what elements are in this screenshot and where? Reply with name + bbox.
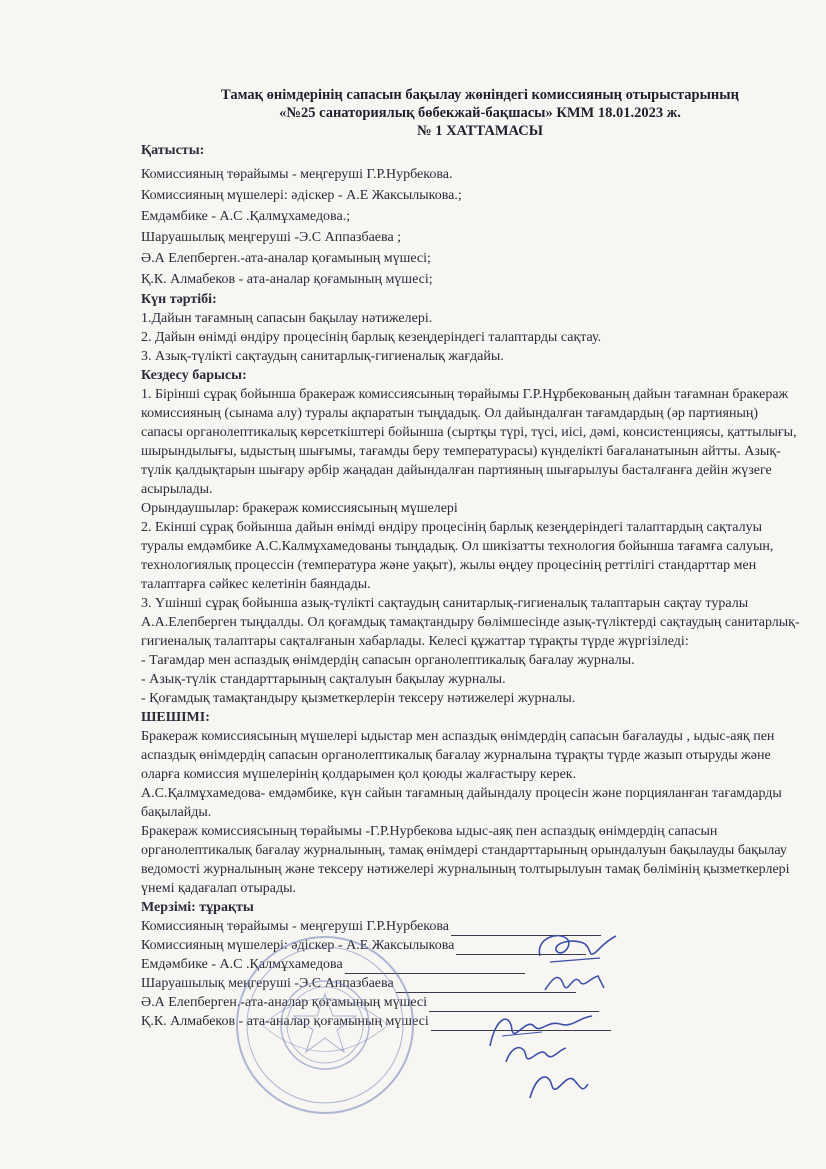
attendee-line: Қ.К. Алмабеков - ата-аналар қоғамының мүшесі; (141, 272, 433, 287)
proceedings-paragraph: 2. Екінші сұрақ бойынша дайын өнімді өндіру процесінің барлық кезеңдеріндегі талаптардың сақталуы туралы емдәмбике А.С.Калмұхамедованы тыңдадық. Ол шикізатты технология бойынша тағамға салуын, технологиялық процессін (температура және уақыт), жылы өңдеу процесінің реттілігі стандарттар мен талаптарға сәйкес келетінін баяндады. (141, 520, 774, 592)
proceedings-paragraph: 3. Үшінші сұрақ бойынша азық-түлікті сақтаудың санитарлық-гигиеналық талаптарын сақтау туралы А.А.Елепберген тыңдалды. Ол қоғамдық тамақтандыру бөлімшесінде азық-түліктерді сақтаудың санитарлық-гигиеналық талаптары сақталғанын хабарлады. Келесі құжаттар тұрақты түрде жүргізіледі: (141, 596, 800, 649)
signature-blank (451, 921, 601, 936)
header-title-line1: Тамақ өнімдерінің сапасын бақылау жөніндегі комиссияның отырыстарының (221, 87, 739, 103)
header-title-line2: «№25 санаториялық бөбекжай-бақшасы» КММ 18.01.2023 ж. (279, 105, 681, 121)
document-list-item: - Азық-түлік стандарттарының сақталуын бақылау журналы. (141, 672, 506, 687)
proceedings-heading: Кездесу барысы: (141, 368, 247, 383)
agenda-item: 2. Дайын өнімді өндіру процесінің барлық кезеңдеріндегі талаптарды сақтау. (141, 330, 602, 345)
proceedings-paragraph: Орындаушылар: бракераж комиссиясының мүшелері (141, 501, 458, 516)
signatory-name: Шаруашылық меңгеруші -Э.С Аппазбаева (141, 976, 394, 991)
signature-5 (522, 1066, 592, 1104)
decision-paragraph: Бракераж комиссиясының мүшелері ыдыстар мен аспаздық өнімдердің сапасын бағалауды , ыдыс-аяқ пен аспаздық өнімдердің сапасын органолептикалық бағалау журналына тұрақты түрде жазып отыруды және оларға комиссия мүшелерінің қолдарымен қол қоюды жалғастыру керек. (141, 729, 775, 782)
decision-heading: ШЕШІМІ: (141, 710, 210, 725)
document-list-item: - Қоғамдық тамақтандыру қызметкерлерін тексеру нәтижелері журналы. (141, 691, 576, 706)
signature-line (141, 917, 801, 936)
agenda-item: 1.Дайын тағамның сапасын бақылау нәтижелері. (141, 311, 433, 326)
document-header (120, 86, 826, 140)
document-list-item: - Тағамдар мен аспаздық өнімдердің сапасын органолептикалық бағалау журналы. (141, 653, 635, 668)
signature-4 (500, 1038, 570, 1070)
document-body (141, 141, 801, 1031)
signature-blank (396, 978, 576, 993)
signatory-name: Комиссияның мүшелері: әдіскер - А.Е Жаксылыкова (141, 938, 455, 953)
proceedings-paragraph: 1. Бірінші сұрақ бойынша бракераж комиссиясының төрайымы Г.Р.Нұрбекованың дайын тағамнан бракераж комиссияның (сынама алу) туралы ақпаратын тыңдадық. Ол дайындалған тағамдардың (әр партияның) сапасы органолептикалық көрсеткіштері бойынша (сыртқы түрі, түсі, иісі, дәмі, консистенциясы, қаттылығы, шырындылығы, ыдыстың шығымы, тағамды беру температурасы) күнделікті бағаланатынын айтты. Азық-түлік қалдықтарын шығару әрбір жаңадан дайындалған партияның шығарылуы басталғанға дейін жүзеге асырылады. (141, 387, 797, 497)
signature-line (141, 936, 801, 955)
signature-blank (456, 940, 586, 955)
signature-blank (431, 1016, 611, 1031)
signatory-name: Ә.А Елепберген.-ата-аналар қоғамының мүшесі (141, 995, 428, 1010)
attendee-line: Комиссияның мүшелері: әдіскер - А.Е Жаксылыкова.; (141, 188, 462, 203)
decision-paragraph: Бракераж комиссиясының төрайымы -Г.Р.Нурбекова ыдыс-аяқ пен аспаздық өнімдердің сапасын органолептикалық бағалау журналының, тамақ өнімдері стандарттарының орындалуын бақылауды бақылау ведомості журналының және тексеру нәтижелері журналының толтырылуын тамақ бөлімінің қызметкерлері үнемі қадағалап отырады. (141, 824, 790, 896)
signature-line (141, 974, 801, 993)
term-heading: Мерзімі: тұрақты (141, 900, 254, 915)
attendee-line: Ә.А Елепберген.-ата-аналар қоғамының мүшесі; (141, 251, 431, 266)
attendee-line: Емдәмбике - А.С .Қалмұхамедова.; (141, 209, 351, 224)
signature-line (141, 1012, 801, 1031)
attendee-line: Шаруашылық меңгеруші -Э.С Аппазбаева ; (141, 230, 402, 245)
signature-blank (345, 959, 525, 974)
header-protocol-number: № 1 ХАТТАМАСЫ (417, 123, 543, 139)
attendance-heading: Қатысты: (141, 143, 205, 158)
signature-line (141, 993, 801, 1012)
signatory-name: Комиссияның төрайымы - меңгеруші Г.Р.Нурбекова (141, 919, 449, 934)
decision-paragraph: А.С.Қалмұхамедова- емдәмбике, күн сайын тағамның дайындалу процесін және порцияланған тағамдарды бақылайды. (141, 786, 782, 820)
attendee-line: Комиссияның төрайымы - меңгеруші Г.Р.Нурбекова. (141, 167, 453, 182)
agenda-heading: Күн тәртібі: (141, 292, 217, 307)
signature-blank (429, 997, 599, 1012)
agenda-item: 3. Азық-түлікті сақтаудың санитарлық-гигиеналық жағдайы. (141, 349, 504, 364)
signatory-name: Емдәмбике - А.С .Қалмұхамедова (141, 957, 343, 972)
signatory-name: Қ.К. Алмабеков - ата-аналар қоғамының мүшесі (141, 1014, 429, 1029)
signature-line (141, 955, 801, 974)
